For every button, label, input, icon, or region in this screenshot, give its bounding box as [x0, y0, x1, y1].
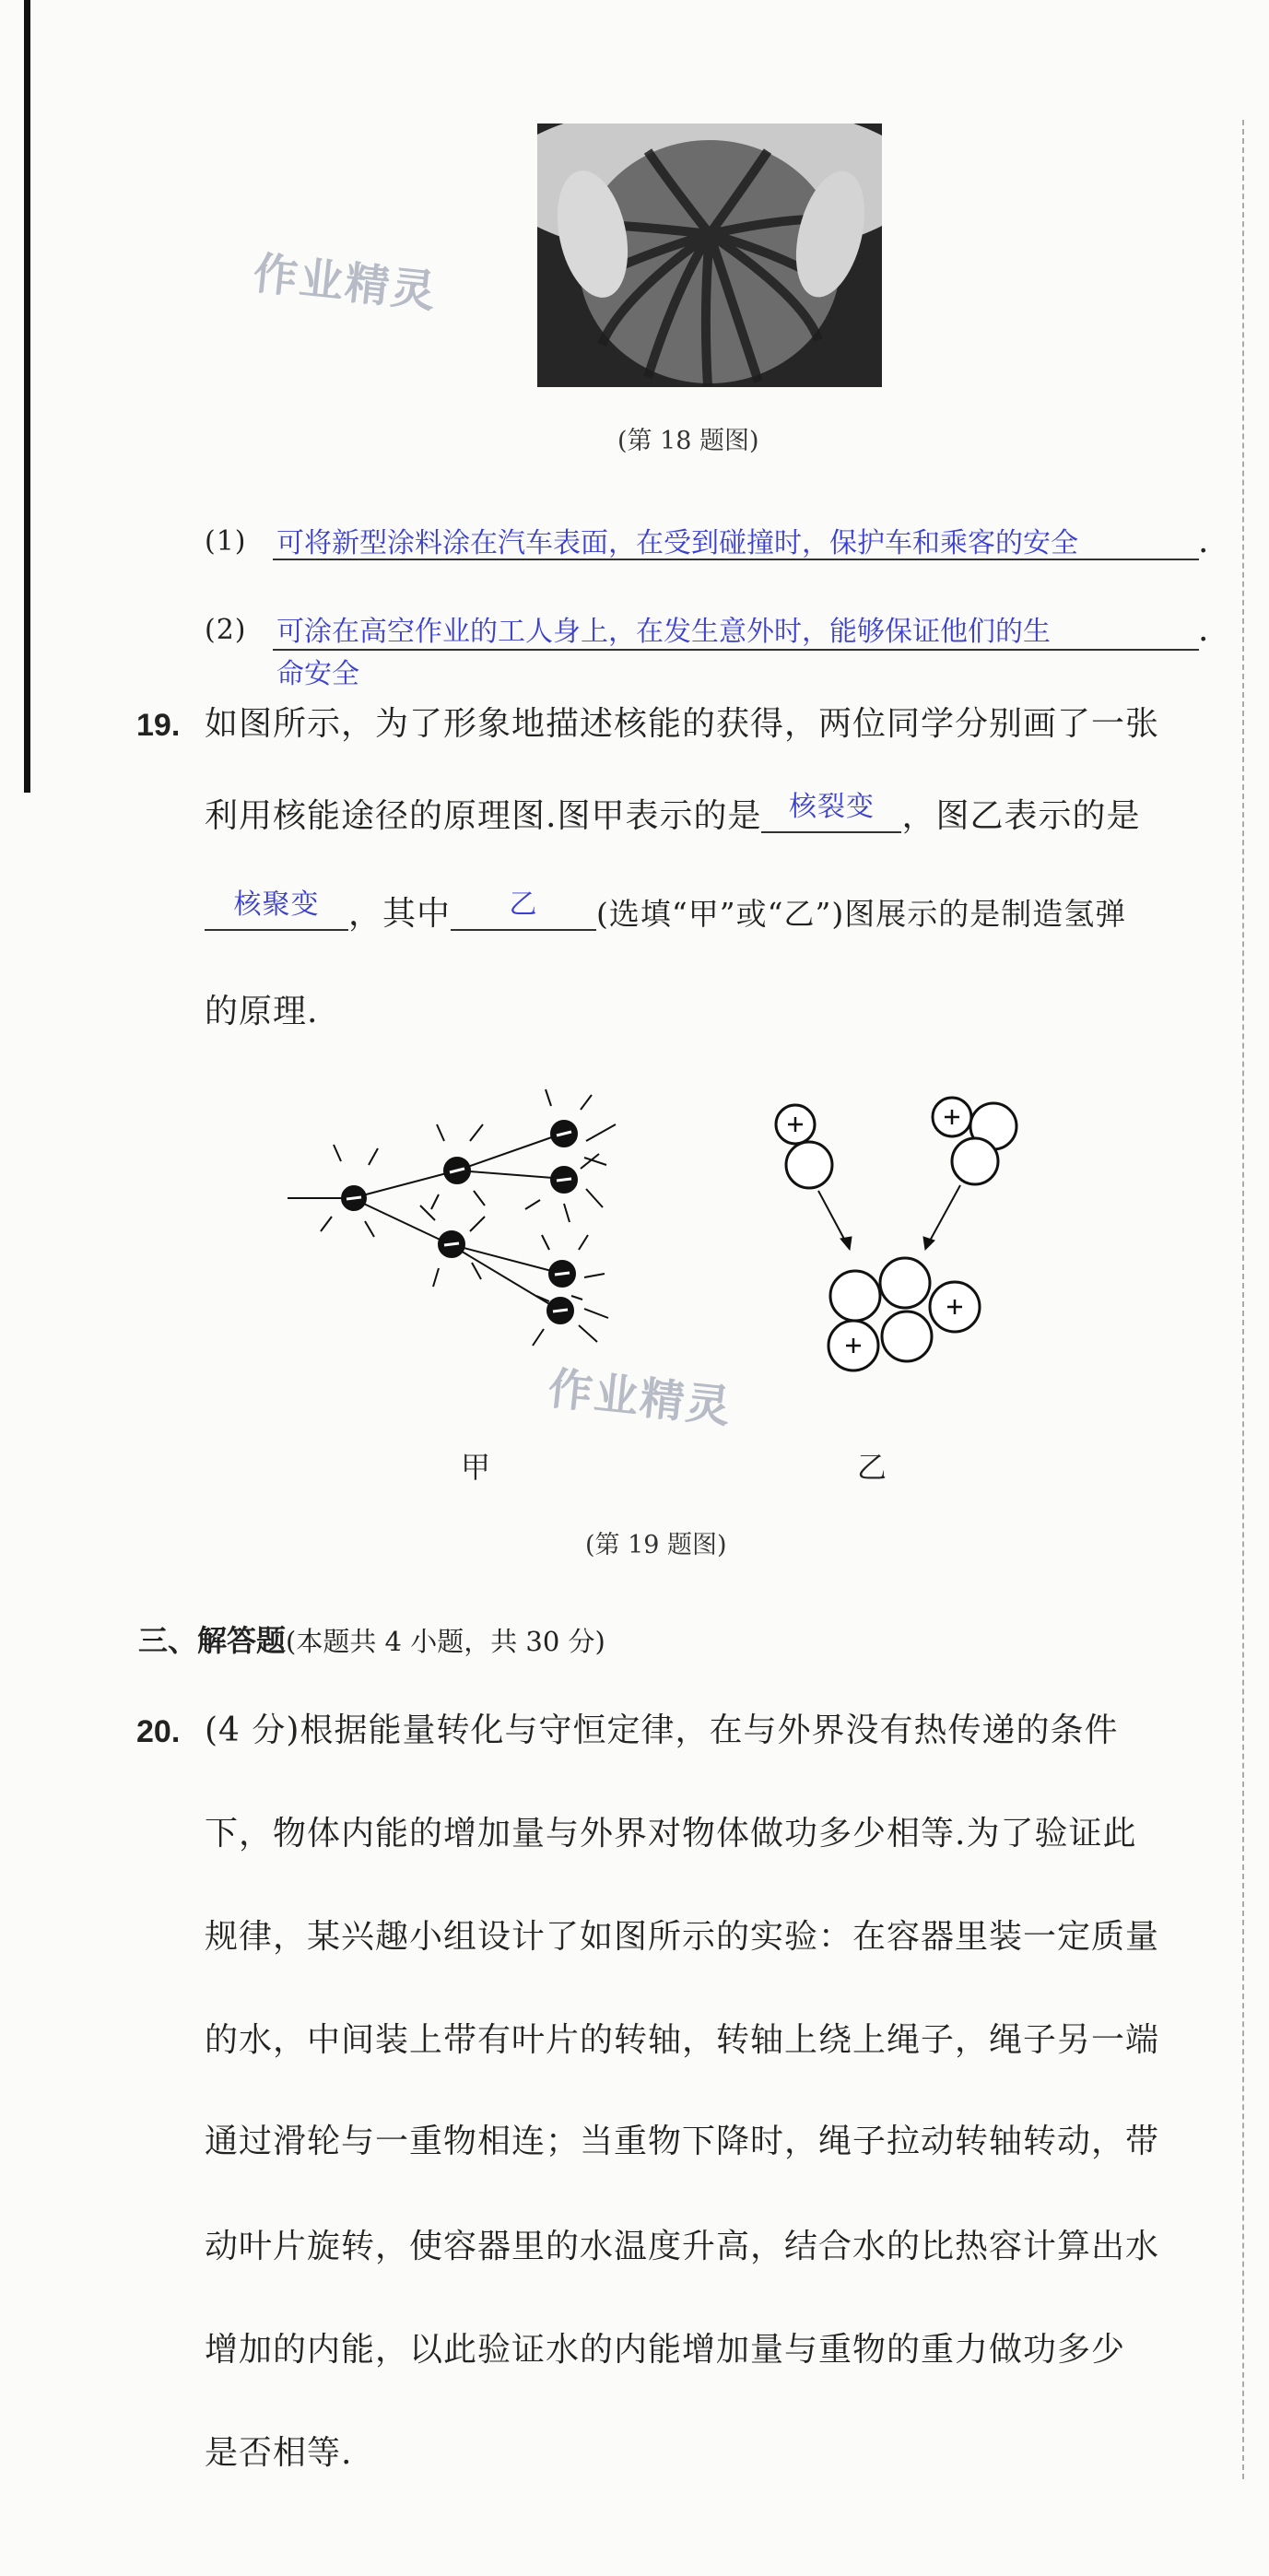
watermark-middle: 作业精灵 [546, 1362, 734, 1434]
q20-line: 是否相等. [205, 2434, 353, 2472]
q20-line: 增加的内能，以此验证水的内能增加量与重物的重力做功多少 [205, 2331, 1126, 2369]
fusion-helium-particle [880, 1258, 930, 1308]
section-3-heading [138, 1617, 605, 1660]
q19-line3-text-a: ，其中 [348, 895, 452, 933]
figure-19-label-b: 乙 [857, 1450, 888, 1485]
fusion-arrow-left [818, 1191, 846, 1242]
q19-blank-3-answer: 乙 [509, 889, 538, 920]
q19-line4: 的原理. [205, 993, 319, 1030]
q19-line2-text-a: 利用核能途径的原理图.图甲表示的是 [205, 797, 762, 835]
q19-blank-1-answer: 核裂变 [788, 792, 875, 822]
q18-item1-number: (1) [205, 525, 247, 558]
fusion-arrow-right [929, 1185, 960, 1242]
q18-item2-number: (2) [205, 614, 247, 646]
q18-item1-answer: 可将新型涂料涂在汽车表面，在受到碰撞时，保护车和乘客的安全 [276, 528, 1078, 559]
fusion-diagram [776, 1098, 1016, 1370]
q20-line: 下，物体内能的增加量与外界对物体做功多少相等.为了验证此 [205, 1815, 1137, 1853]
fission-diagram [288, 1089, 616, 1346]
fission-neutron-path [457, 1134, 562, 1170]
q18-item2-answer-line [273, 605, 1199, 651]
fission-neutron-path [450, 1244, 562, 1274]
fission-neutron-path [457, 1170, 553, 1178]
fusion-neutron [786, 1142, 832, 1188]
q19-blank-2-answer: 核聚变 [233, 889, 320, 920]
q19-line2 [205, 792, 1141, 835]
fission-neutron-path [352, 1198, 450, 1244]
figure-19-label-a: 甲 [461, 1450, 492, 1485]
fusion-helium-particle [830, 1271, 880, 1321]
q19-line2-text-b: ，图乙表示的是 [901, 797, 1141, 835]
q19-line1: 如图所示，为了形象地描述核能的获得，两位同学分别画了一张 [205, 705, 1160, 743]
figure-19-diagram [276, 1069, 1069, 1382]
q18-item2-answer-line1: 可涂在高空作业的工人身上，在发生意外时，能够保证他们的生 [276, 617, 1051, 647]
fusion-neutron [952, 1138, 998, 1184]
q19-line3 [205, 889, 1127, 933]
watermark-top: 作业精灵 [251, 247, 440, 319]
q19-blank-1 [761, 792, 901, 833]
q20-line: 规律，某兴趣小组设计了如图所示的实验：在容器里装一定质量 [205, 1918, 1160, 1956]
q19-number: 19. [136, 708, 181, 743]
section-3-note: (本题共 4 小题，共 30 分) [286, 1626, 605, 1657]
q20-line: 通过滑轮与一重物相连；当重物下降时，绳子拉动转轴转动，带 [205, 2123, 1160, 2160]
watermelon-photo [537, 124, 882, 387]
fission-neutron-path [352, 1170, 457, 1198]
q19-blank-2 [205, 889, 348, 931]
q18-item1-period: . [1198, 523, 1210, 560]
q18-item2-answer-line2: 命安全 [276, 659, 359, 689]
section-3-title: 三、解答题 [138, 1624, 287, 1657]
page-margin-line [1242, 120, 1244, 2479]
q20-line: (4 分)根据能量转化与守恒定律，在与外界没有热传递的条件 [205, 1711, 1119, 1749]
figure-18-caption: (第 18 题图) [617, 427, 759, 455]
q19-line3-text-b: (选填“甲”或“乙”)图展示的是制造氢弹 [596, 896, 1127, 932]
fusion-helium-particle [882, 1312, 932, 1361]
q18-item2-period: . [1198, 611, 1210, 649]
figure-19-caption: (第 19 题图) [585, 1531, 727, 1559]
q18-item1-answer-line [273, 516, 1199, 560]
binding-strip [24, 0, 30, 793]
q20-line: 的水，中间装上带有叶片的转轴，转轴上绕上绳子，绳子另一端 [205, 2021, 1160, 2059]
fission-neutron-path [450, 1244, 560, 1311]
q19-blank-3 [451, 889, 596, 931]
q20-number: 20. [136, 1714, 181, 1749]
q20-line: 动叶片旋转，使容器里的水温度升高，结合水的比热容计算出水 [205, 2228, 1160, 2265]
